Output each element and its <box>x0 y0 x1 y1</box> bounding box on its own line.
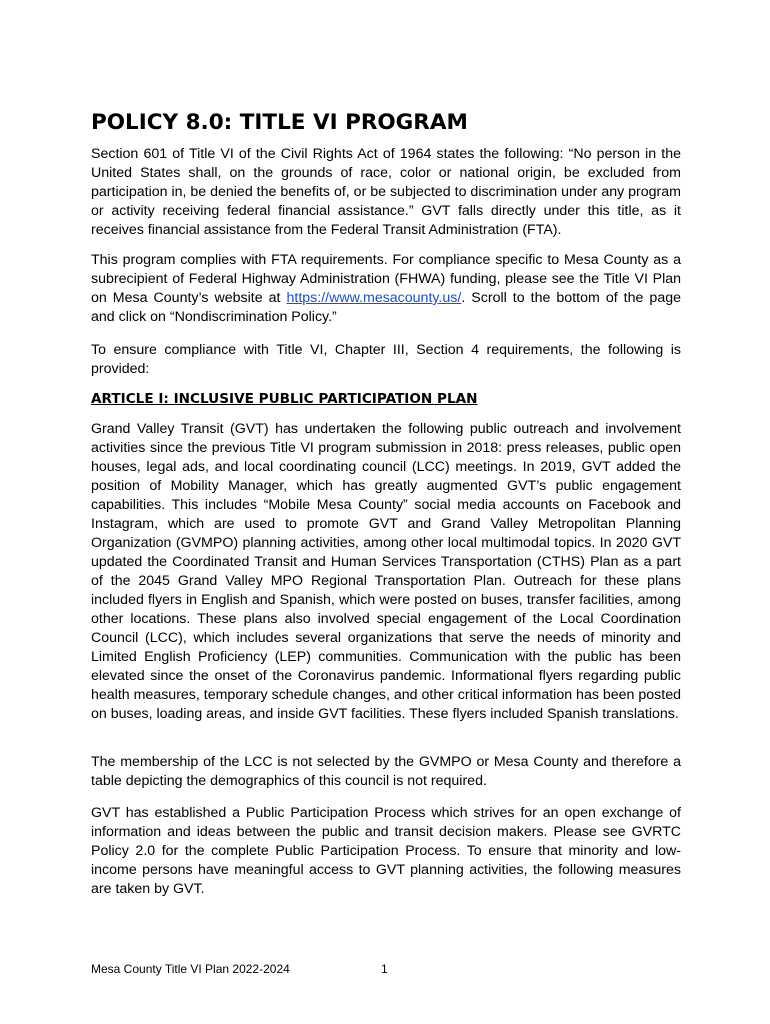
paragraph-section-601: Section 601 of Title VI of the Civil Rights Act of 1964 states the following: “No person in the United States shall, on the grounds of race, color or national origin, be excluded from participation in, be denied the benefits of, or be subjected to discrimination under any program or activity receiving federal financial assistance.” GVT falls directly under this title, as it receives financial assistance from the Federal Transit Administration (FTA). <box>91 146 681 238</box>
article-heading: ARTICLE I: INCLUSIVE PUBLIC PARTICIPATION PLAN <box>91 391 478 407</box>
footer-title: Mesa County Title VI Plan 2022-2024 <box>91 962 290 976</box>
paragraph-lcc-membership: The membership of the LCC is not selected by the GVMPO or Mesa County and therefore a table depicting the demographics of this council is not required. <box>91 754 681 789</box>
paragraph-outreach: Grand Valley Transit (GVT) has undertaken the following public outreach and involvement activities since the previous Title VI program submission in 2018: press releases, public open houses, legal ads, and local coordinating council (LCC) meetings. In 2019, GVT added the position of Mobility Manager, which has greatly augmented GVT’s public engagement capabilities. This includes “Mobile Mesa County” social media accounts on Facebook and Instagram, which are used to promote GVT and Grand Valley Metropolitan Planning Organization (GVMPO) planning activities, among other local multimodal topics. In 2020 GVT updated the Coordinated Transit and Human Services Transportation (CTHS) Plan as a part of the 2045 Grand Valley MPO Regional Transportation Plan. Outreach for these plans included flyers in English and Spanish, which were posted on buses, transfer facilities, among other locations. These plans also involved special engagement of the Local Coordination Council (LCC), which includes several organizations that serve the needs of minority and Limited English Proficiency (LEP) communities. Communication with the public has been elevated since the onset of the Coronavirus pandemic. Informational flyers regarding public health measures, temporary schedule changes, and other critical information has been posted on buses, loading areas, and inside GVT facilities. These flyers included Spanish translations. <box>91 421 681 722</box>
paragraph-compliance-provided: To ensure compliance with Title VI, Chapter III, Section 4 requirements, the following is provided: <box>91 342 681 377</box>
mesa-county-website-link[interactable]: https://www.mesacounty.us/ <box>286 290 462 306</box>
paragraph-fta-text-before: This program complies with FTA requirements. For compliance specific to Mesa County as a subrecipient of Federal Highway Administration (FHWA) funding, please see the Title VI Plan on Mesa County’s website at <box>91 252 681 306</box>
paragraph-fta-compliance <box>91 251 681 327</box>
page-number: 1 <box>381 962 388 976</box>
page-title: POLICY 8.0: TITLE VI PROGRAM <box>91 110 468 135</box>
paragraph-public-participation: GVT has established a Public Participation Process which strives for an open exchange of information and ideas between the public and transit decision makers. Please see GVRTC Policy 2.0 for the complete Public Participation Process. To ensure that minority and low-income persons have meaningful access to GVT planning activities, the following measures are taken by GVT. <box>91 805 681 897</box>
paragraph-fta-text-after: . Scroll to the bottom of the page and click on “Nondiscrimination Policy.” <box>91 290 681 325</box>
